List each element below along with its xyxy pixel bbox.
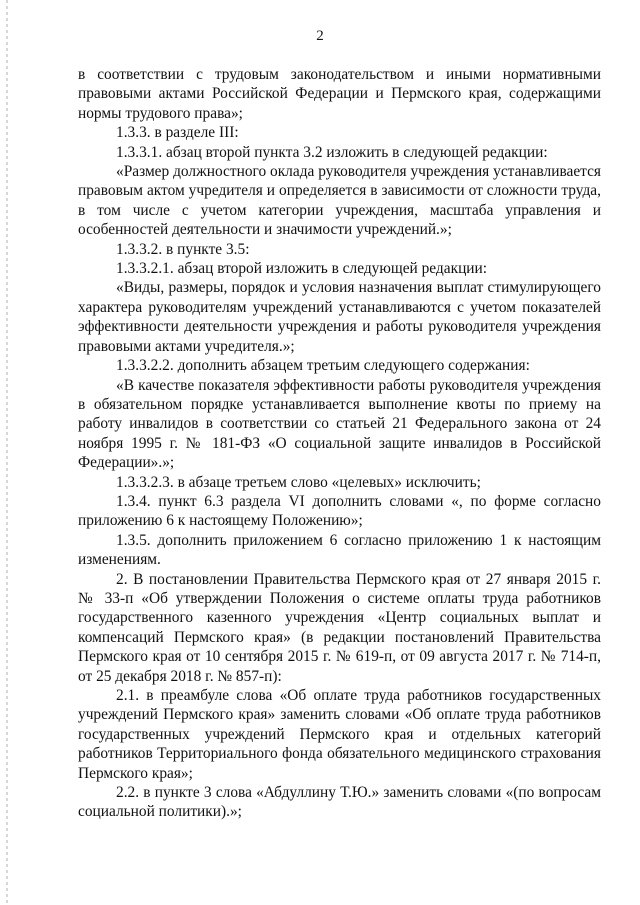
paragraph: 1.3.3. в разделе III: — [116, 124, 239, 142]
paragraph: 1.3.3.1. абзац второй пункта 3.2 изложить в следующей редакции: — [116, 143, 548, 161]
paragraph: в соответствии с трудовым законодательством и иными нормативными правовыми актами Российской Федерации и Пермского края, содержащими нормы трудового права»; — [78, 66, 601, 122]
paragraph: 2.2. в пункте 3 слова «Абдуллину Т.Ю.» заменить словами «(по вопросам социальной политики).»; — [78, 784, 601, 821]
paragraph: 1.3.3.2.2. дополнить абзацем третьим следующего содержания: — [116, 357, 530, 375]
binding-edge — [6, 0, 8, 905]
paragraph: 1.3.3.2.1. абзац второй изложить в следующей редакции: — [116, 260, 488, 278]
paragraph: 1.3.4. пункт 6.3 раздела VI дополнить словами «, по форме согласно приложению 6 к настоящему Положению»; — [78, 492, 601, 530]
paragraph: «В качестве показателя эффективности работы руководителя учреждения в обязательном порядке устанавливается выполнение квоты по приему на работу инвалидов в соответствии со статьей 21 Федерального закона от 24 ноября 1995 г. № 181-ФЗ «О социальной защите инвалидов в Российской Федерации».»; — [78, 376, 601, 472]
paragraph: «Размер должностного оклада руководителя учреждения устанавливается правовым актом учредителя и определяется в зависимости от сложности труда, в том числе с учетом категории учреждения, масштаба управления и особенностей деятельности и значимости учреждений.»; — [78, 163, 601, 239]
paragraph: 1.3.3.2.3. в абзаце третьем слово «целевых» исключить; — [116, 473, 481, 491]
paragraph: «Виды, размеры, порядок и условия назначения выплат стимулирующего характера руководителям учреждений устанавливаются с учетом показателей эффективности деятельности учреждения и работы руководителя учреждения правовыми актами учредителя.»; — [78, 279, 601, 355]
paragraph: 1.3.5. дополнить приложением 6 согласно приложению 1 к настоящим изменениям. — [78, 531, 601, 569]
paragraph: 1.3.3.2. в пункте 3.5: — [116, 240, 250, 258]
paragraph: 2.1. в преамбуле слова «Об оплате труда работников государственных учреждений Пермского края» заменить словами «Об оплате труда работников государственных учреждений Пермского края и отдельных категорий работников Территориального фонда обязательного медицинского страхования Пермского края»; — [78, 687, 601, 782]
page-number: 2 — [316, 28, 324, 44]
document-body — [78, 65, 601, 822]
paragraph: 2. В постановлении Правительства Пермского края от 27 января 2015 г. № 33-п «Об утверждении Положения о системе оплаты труда работников государственного казенного учреждения «Центр социальных выплат и компенсаций Пермского края» (в редакции постановлений Правительства Пермского края от 10 сентября 2015 г. № 619-п, от 09 августа 2017 г. № 714-п, от 25 декабря 2018 г. № 857-п): — [78, 570, 601, 685]
